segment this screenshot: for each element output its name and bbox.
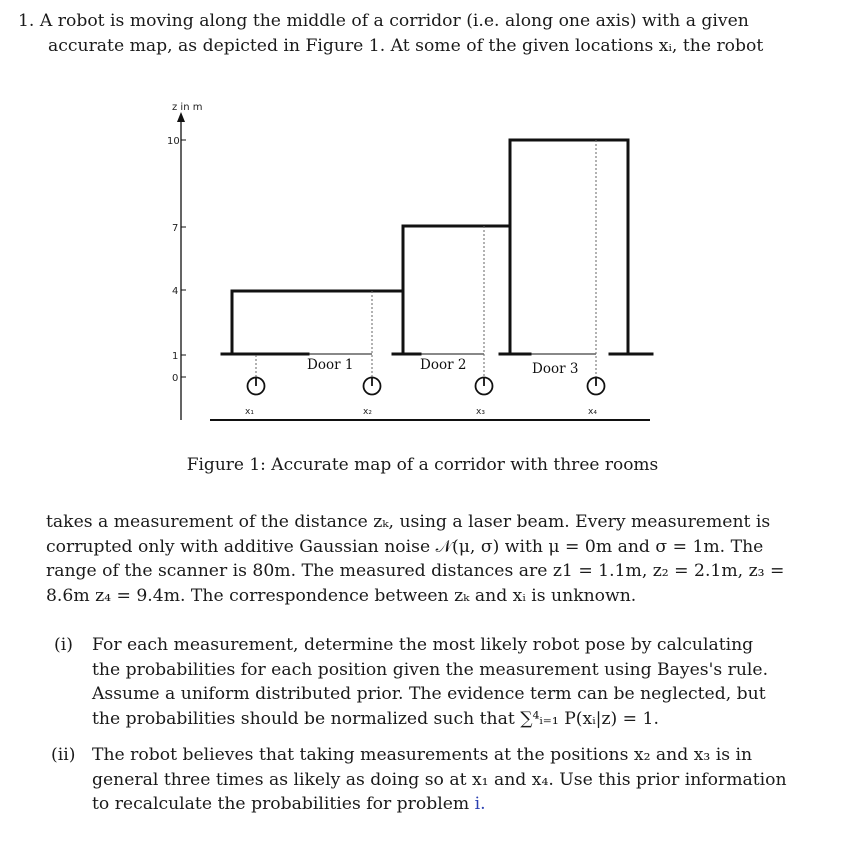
door-1-label: Door 1: [307, 357, 354, 373]
body-paragraph: [46, 510, 818, 608]
tick-10: 10: [167, 136, 180, 147]
item-ii-line-1: The robot believes that taking measurements at the positions x₂ and x₃ is in: [92, 745, 753, 765]
figure-caption: Figure 1: Accurate map of a corridor with three rooms: [186, 455, 659, 475]
item-i-line-3: Assume a uniform distributed prior. The evidence term can be neglected, but: [92, 684, 766, 704]
item-ii-line-2: general three times as likely as doing so at x₁ and x₄. Use this prior information: [92, 769, 787, 790]
body-line-2: corrupted only with additive Gaussian noise 𝒩(μ, σ) with μ = 0m and σ = 1m. The: [46, 536, 764, 557]
item-i-line-1: For each measurement, determine the most likely robot pose by calculating: [92, 635, 754, 655]
robot-icon-x3: [476, 377, 493, 395]
problem-i-link[interactable]: i.: [474, 794, 486, 814]
tick-0: 0: [172, 373, 179, 384]
position-x1-label: x₁: [245, 407, 254, 417]
item-i-number: (i): [54, 635, 73, 655]
position-x3-label: x₃: [476, 407, 485, 417]
tick-1: 1: [172, 351, 179, 362]
z-axis-label: z in m: [172, 102, 203, 113]
item-i-line-4: the probabilities should be normalized such that ∑⁴ᵢ₌₁ P(xᵢ|z) = 1.: [92, 708, 659, 729]
position-x4-label: x₄: [588, 407, 597, 417]
z-axis-arrow: [177, 112, 185, 122]
intro-number: 1.: [18, 11, 35, 31]
intro-line-1: A robot is moving along the middle of a corridor (i.e. along one axis) with a given: [39, 11, 749, 31]
item-ii-number: (ii): [51, 745, 76, 765]
question-item-i: [54, 633, 819, 731]
measurement-beams: [256, 140, 596, 377]
corridor-walls: [222, 140, 652, 354]
robot-icon-x1: [248, 377, 265, 395]
position-x2-label: x₂: [363, 407, 372, 417]
door-3-label: Door 3: [532, 361, 579, 377]
item-ii-line-3: [92, 792, 819, 817]
intro-line-2: accurate map, as depicted in Figure 1. At some of the given locations xᵢ, the robot: [48, 35, 764, 56]
robot-icon-x4: [588, 377, 605, 395]
tick-4: 4: [172, 286, 179, 297]
body-line-3: range of the scanner is 80m. The measured distances are z1 = 1.1m, z₂ = 2.1m, z₃ =: [46, 561, 785, 581]
body-line-4: 8.6m z₄ = 9.4m. The correspondence between zₖ and xᵢ is unknown.: [46, 585, 637, 606]
tick-7: 7: [172, 223, 179, 234]
item-i-line-2: the probabilities for each position given the measurement using Bayes's rule.: [92, 659, 769, 680]
robot-icon-x2: [364, 377, 381, 395]
item-ii-line-3-text: to recalculate the probabilities for problem: [92, 794, 470, 814]
body-line-1: takes a measurement of the distance zₖ, using a laser beam. Every measurement is: [46, 512, 771, 532]
question-item-ii: [51, 743, 819, 817]
door-2-label: Door 2: [420, 357, 467, 373]
